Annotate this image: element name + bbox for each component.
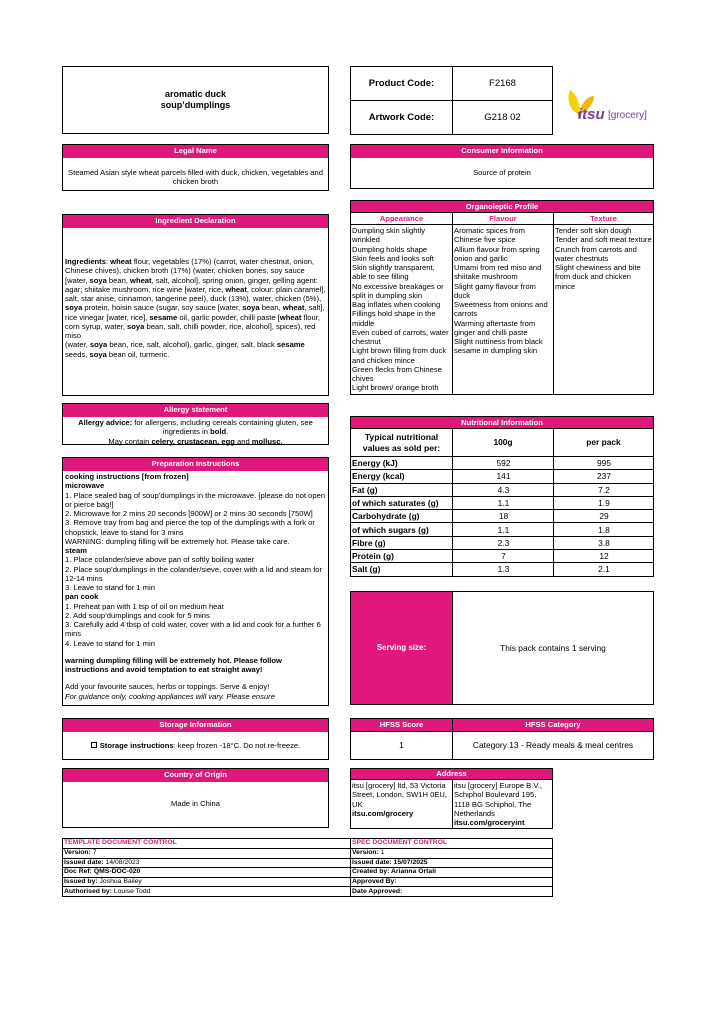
allergy-section (62, 403, 329, 445)
organoleptic-section (350, 200, 654, 395)
allergen-word: wheat (225, 284, 247, 294)
nutrient-label: of which saturates (g) (351, 496, 453, 509)
storage-label: Storage instructions (99, 741, 174, 750)
ingredient-text-run: , salt, alcohol], spring onion, ginger, gelling agent: agar; shiitake mushroom, rice wine [water, rice, (65, 275, 321, 294)
address-nl (453, 780, 553, 829)
prep-line: 3. Remove tray from bag and pierce the top of the dumplings with a fork or chopstick, leave to stand for 3 mins (65, 518, 315, 537)
template-control-cell (63, 849, 351, 859)
nutrition-head-label: Typical nutritional values as sold per: (351, 429, 453, 457)
nutrient-value-100g: 4.3 (453, 483, 554, 496)
may-contain-and: and (234, 436, 252, 446)
texture-item: Crunch from carrots and water chestnuts (555, 244, 637, 263)
document-control-table (62, 838, 553, 897)
allergen-word: sesame (276, 340, 305, 350)
preparation-text (63, 471, 328, 702)
allergen-word: wheat (279, 312, 302, 322)
prep-line: pan cook (65, 592, 99, 602)
appearance-item: Even cubed of carrots, water chestnut (352, 327, 449, 346)
nutrient-value-100g: 1.1 (453, 523, 554, 536)
nutrition-row (351, 523, 654, 536)
allergen-word: soya (242, 303, 260, 313)
nutrient-value-100g: 7 (453, 550, 554, 563)
prep-line: 2. Microwave for 2 mins 20 seconds [900W] or 2 mins 30 seconds [750W] (65, 509, 313, 518)
legal-name-title: Legal Name (63, 145, 328, 158)
nutrition-row (351, 510, 654, 523)
nutrient-value-pack: 3.8 (554, 536, 654, 549)
allergen-word: Ingredients (65, 257, 106, 266)
allergen-word: soya (89, 340, 108, 350)
ingredient-text-run: bean, (106, 275, 131, 285)
prep-line: Add your favourite sauces, herbs or toppings. Serve & enjoy! (65, 682, 270, 692)
doc-control-value: Joshua Bailey (97, 877, 142, 885)
nutrient-value-100g: 1.1 (453, 496, 554, 509)
appearance-item: Dumpling skin slightly wrinkled (352, 226, 426, 245)
hfss-score-value: 1 (351, 732, 453, 760)
doc-control-label: Issued date: (64, 858, 104, 866)
nutrient-value-100g: 18 (453, 510, 554, 523)
address-uk-text: itsu [grocery] ltd, 53 Victoria Street, London, SW1H 0EU, UK (352, 781, 447, 809)
texture-item: Tender soft skin dough (555, 226, 632, 235)
hfss-table (350, 718, 654, 760)
prep-line: microwave (65, 481, 105, 491)
nutrient-label: Fat (g) (351, 483, 453, 496)
legal-name-section (62, 144, 329, 191)
prep-line: 2. Place soup’dumplings in the colander/sieve, cover with a lid and steam for 12-14 mins (65, 564, 323, 583)
doc-control-label: Approved By: (352, 877, 397, 885)
prep-line: 1. Place sealed bag of soup’dumplings in the microwave. [please do not open or pierce bag!] (65, 490, 326, 509)
nutrition-row (351, 563, 654, 576)
address-nl-text: itsu [grocery] Europe B.V., Schiphol Boulevard 195, 1118 BG Schiphol, The Netherlands (454, 781, 542, 818)
ingredient-text-run: oil, garlic powder, chilli paste [ (177, 312, 280, 322)
nutrient-value-pack: 7.2 (554, 483, 654, 496)
nutrient-value-100g: 592 (453, 457, 554, 470)
ingredient-text-run: , colour: plain caramel], salt, star anise, cinnamon, tangerine peel), duck (13%), water, chicken (5%), (65, 284, 328, 303)
prep-line: 4. Leave to stand for 1 min (65, 638, 155, 648)
template-control-cell (63, 887, 351, 897)
nutrient-value-100g: 141 (453, 470, 554, 483)
spec-control-cell (351, 858, 553, 868)
allergen-word: wheat (282, 303, 305, 313)
appearance-item: Bag inflates when cooking (352, 300, 441, 309)
organoleptic-table (350, 212, 654, 395)
appearance-item: Green flecks from Chinese chives (352, 364, 442, 383)
nutrition-col-pack: per pack (554, 429, 654, 457)
spec-control-title: SPEC DOCUMENT CONTROL (351, 839, 553, 849)
nutrition-row (351, 536, 654, 549)
consumer-info-title: Consumer Information (351, 145, 653, 158)
storage-section (62, 718, 329, 760)
doc-control-value: 14/08/2023 (103, 858, 140, 866)
appearance-header: Appearance (351, 213, 453, 225)
doc-control-label: Issued by: (64, 877, 98, 885)
nutrient-label: Energy (kJ) (351, 457, 453, 470)
prep-line: 2. Add soup’dumplings and cook for 5 mins (65, 610, 210, 620)
address-uk-web[interactable]: itsu.com/grocery (352, 808, 414, 818)
nutrition-row (351, 470, 654, 483)
template-control-cell (63, 868, 351, 878)
prep-line: warning dumpling filling will be extremely hot. Please follow instructions and avoid temptation to eat straight away! (65, 655, 282, 674)
consumer-info-section (350, 144, 654, 189)
product-code-value: F2168 (453, 67, 553, 101)
spec-control-cell (351, 868, 553, 878)
doc-control-label: Version: (352, 849, 379, 857)
doc-control-label: Doc Ref: QMS-DOC-020 (64, 868, 141, 876)
nutrition-table (350, 428, 654, 577)
legal-name-text: Steamed Asian style wheat parcels filled with duck, chicken, vegetables and chicken broth (68, 168, 323, 187)
checkbox-icon (91, 742, 97, 748)
product-name-line2: soup’dumplings (160, 99, 231, 110)
prep-line: For guidance only, cooking appliances will vary. Please ensure (65, 691, 275, 701)
flavour-item: Aromatic spices from Chinese five spice (454, 226, 525, 245)
ingredient-text-run: , salt], rice vinegar [water, rice], (65, 303, 327, 322)
appearance-item: Dumpling holds shape (352, 244, 428, 254)
allergy-title: Allergy statement (63, 404, 328, 417)
nutrition-row (351, 550, 654, 563)
nutrient-label: Carbohydrate (g) (351, 510, 453, 523)
ingredient-text-run: : (105, 257, 111, 266)
hfss-score-title: HFSS Score (351, 719, 453, 732)
nutrient-label: Protein (g) (351, 550, 453, 563)
hfss-category-title: HFSS Category (453, 719, 654, 732)
serving-size-table (350, 591, 654, 705)
doc-control-label: Date Approved: (352, 887, 403, 895)
flavour-item: Umami from red miso and shiitake mushroom (454, 263, 542, 282)
doc-control-label: Authorised by: (64, 887, 112, 895)
consumer-info-text: Source of protein (473, 168, 531, 177)
spec-control-cell (351, 887, 553, 897)
hfss-category-value: Category 13 - Ready meals & meal centres (453, 732, 654, 760)
nutrient-value-pack: 12 (554, 550, 654, 563)
nutrition-col-100g: 100g (453, 429, 554, 457)
prep-line: steam (65, 546, 87, 555)
allergen-word: soya (89, 349, 107, 359)
may-contain-last: mollusc. (251, 436, 283, 446)
appearance-item: Skin feels and looks soft (352, 253, 434, 263)
nutrient-label: Fibre (g) (351, 536, 453, 549)
flavour-header: Flavour (453, 213, 554, 225)
logo-subtext: [grocery] (608, 110, 647, 121)
doc-control-row (63, 858, 553, 868)
texture-item: Tender and soft meat texture (555, 235, 652, 245)
nutrient-label: of which sugars (g) (351, 523, 453, 536)
doc-control-label: Created by: Arianna Ortali (352, 868, 436, 876)
doc-control-row (63, 887, 553, 897)
prep-line: 3. Leave to stand for 1 min (65, 583, 155, 592)
doc-control-value: 7 (90, 849, 97, 857)
doc-control-value: Louise Todd (111, 887, 151, 895)
flavour-item: Sweetness from onions and carrots (454, 300, 548, 319)
nutrition-title: Nutritional Information (350, 416, 654, 429)
nutrient-label: Energy (kcal) (351, 470, 453, 483)
address-table (350, 768, 553, 829)
prep-spacer (65, 648, 326, 656)
storage-title: Storage Information (63, 719, 328, 732)
prep-line: 1. Place colander/sieve above pan of softly boiling water (65, 555, 255, 565)
spec-control-cell (351, 877, 553, 887)
nutrient-value-pack: 995 (554, 457, 654, 470)
nutrition-row (351, 496, 654, 509)
nutrient-value-100g: 2.3 (453, 536, 554, 549)
prep-line: WARNING: dumpling filling will be extremely hot. Please take care. (65, 536, 290, 546)
nutrient-value-pack: 237 (554, 470, 654, 483)
product-code-label: Product Code: (351, 67, 453, 101)
ingredient-text-run: seeds, (65, 340, 307, 359)
template-control-cell (63, 858, 351, 868)
nutrient-value-pack: 29 (554, 510, 654, 523)
nutrient-value-pack: 1.8 (554, 523, 654, 536)
preparation-section (62, 457, 329, 706)
template-control-title: TEMPLATE DOCUMENT CONTROL (63, 839, 351, 849)
product-name-line1: aromatic duck (164, 89, 227, 99)
ingredient-text-run: bean, rice, salt, alcohol), garlic, ginger, salt, black (107, 340, 277, 350)
origin-section (62, 768, 329, 828)
doc-control-label: Issued date: 15/07/2025 (352, 858, 428, 866)
spec-control-cell (351, 849, 553, 859)
prep-line: 1. Preheat pan with 1 tsp of oil on medium heat (65, 601, 224, 611)
allergen-word: wheat (130, 275, 152, 285)
ingredient-text-run: protein, hoisin sauce (sugar, soy sauce [water, (82, 303, 243, 313)
template-control-cell (63, 877, 351, 887)
organoleptic-title: Organoleptic Profile (350, 200, 654, 213)
logo-text: itsu (578, 106, 605, 123)
ingredient-text-run: flour, vegetables (17%) (carrot, water chestnut, onion, Chinese chives), chicken broth (17%) (water, chicken bones, soy sauce [water, (65, 257, 317, 285)
storage-text-row (63, 732, 328, 750)
allergen-word: sesame (149, 312, 178, 322)
codes-table (350, 66, 553, 135)
preparation-title: Preparation Instructions (63, 458, 328, 471)
appearance-item: Skin slightly transparent, able to see filling (352, 263, 435, 282)
allergy-advice-label: Allergy advice: (78, 418, 133, 427)
texture-header: Texture (554, 213, 654, 225)
allergy-advice-text: for allergens, including cereals containing gluten, see ingredients in (132, 418, 313, 437)
nutrient-label: Salt (g) (351, 563, 453, 576)
origin-title: Country of Origin (63, 769, 328, 782)
appearance-item: Fillings hold shape in the middle (352, 309, 436, 328)
nutrient-value-pack: 2.1 (554, 563, 654, 576)
flavour-item: Warming aftertaste from ginger and chilli paste (454, 318, 536, 337)
ingredient-text-run: flour, corn syrup, water, (65, 312, 323, 331)
doc-control-value: 1 (378, 849, 385, 857)
address-nl-web[interactable]: itsu.com/groceryint (454, 818, 525, 827)
texture-item: Slight chewiness and bite from duck and chicken mince (555, 263, 641, 291)
ingredient-text (63, 228, 328, 359)
doc-control-row (63, 868, 553, 878)
address-uk (351, 780, 453, 829)
texture-cell (554, 225, 654, 395)
ingredient-title: Ingredient Declaration (63, 215, 328, 228)
doc-control-row (63, 877, 553, 887)
ingredient-section (62, 214, 329, 396)
flavour-item: Slight gamy flavour from duck (454, 281, 536, 300)
serving-size-label: Serving size: (351, 592, 453, 705)
origin-text: Made in China (171, 799, 220, 808)
prep-spacer (65, 674, 326, 682)
nutrition-row (351, 457, 654, 470)
may-contain-label: May contain (108, 436, 152, 446)
flavour-item: Slight nuttiness from black sesame in dumpling skin (454, 337, 543, 356)
doc-control-row (63, 849, 553, 859)
flavour-item: Allium flavour from spring onion and garlic (454, 244, 540, 263)
allergen-word: soya (65, 303, 83, 313)
allergen-word: soya (127, 321, 145, 331)
nutrient-value-pack: 1.9 (554, 496, 654, 509)
nutrient-value-100g: 1.3 (453, 563, 554, 576)
ingredient-text-run: bean, salt, chilli powder, rice, alcohol], spices), red miso (water, (65, 321, 316, 350)
allergy-advice (63, 417, 328, 437)
serving-size-value: This pack contains 1 serving (453, 592, 654, 705)
allergen-word: soya (89, 275, 107, 285)
storage-text: : keep frozen -18°C. Do not re-freeze. (173, 741, 301, 750)
prep-line: 3. Carefully add 4 tbsp of cold water, cover with a lid and cook for a further 6 mins (65, 620, 321, 639)
may-contain-list: celery, crustacean, egg (151, 436, 235, 446)
nutrition-section (350, 416, 654, 577)
allergy-may-contain (63, 437, 328, 446)
appearance-item: Light brown/ orange broth (352, 383, 439, 393)
doc-control-label: Version: (64, 849, 91, 857)
artwork-code-label: Artwork Code: (351, 101, 453, 135)
appearance-item: No excessive breakages or split in dumpling skin (352, 281, 444, 300)
allergy-period: . (226, 427, 229, 437)
appearance-item: Light brown filling from duck and chicken mince (352, 346, 447, 365)
address-title: Address (351, 769, 553, 780)
allergy-bold-word: bold (210, 427, 227, 437)
flavour-cell (453, 225, 554, 395)
ingredient-text-run: bean oil, turmeric. (106, 349, 170, 359)
product-name-box (62, 66, 329, 134)
artwork-code-value: G218 02 (453, 101, 553, 135)
nutrition-row (351, 483, 654, 496)
ingredient-text-run: bean, (259, 303, 283, 313)
itsu-grocery-logo (562, 82, 662, 130)
prep-line: cooking instructions [from frozen] (65, 472, 189, 481)
appearance-cell (351, 225, 453, 395)
allergen-word: wheat (110, 257, 132, 266)
